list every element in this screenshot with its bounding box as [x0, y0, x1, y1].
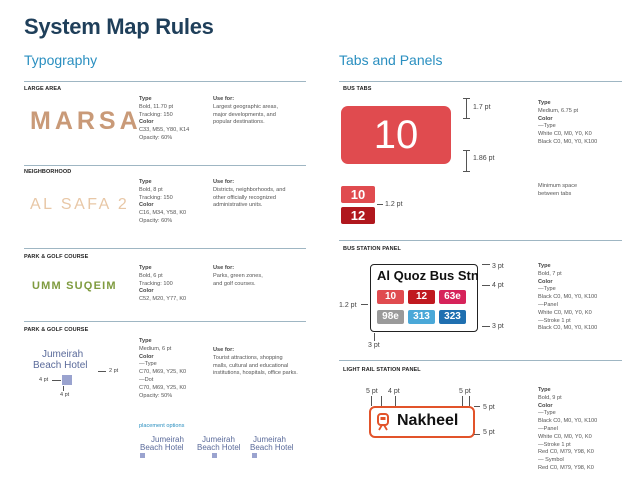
spec-line: Black C0, M0, Y0, K100 [538, 138, 598, 145]
divider [339, 360, 622, 361]
spec-line: Medium, 6.75 pt [538, 107, 579, 114]
min-space-note [538, 183, 628, 199]
spec-line: Tracking: 150 [139, 194, 173, 201]
placement-line1: Jumeirah [253, 435, 286, 444]
bus-station-panel [370, 264, 478, 332]
dim-4pt: 4 pt [388, 388, 400, 395]
typography-heading: Typography [24, 52, 98, 68]
dim-1-86pt: 1.86 pt [473, 155, 495, 162]
tram-icon [376, 413, 390, 431]
spec-line: —Stroke 1 pt [538, 317, 571, 324]
placement-option-3 [250, 436, 310, 452]
divider [24, 248, 306, 249]
spec-line: —Panel [538, 301, 558, 308]
spec-line: —Dot [139, 376, 154, 383]
color-head: Color [538, 402, 553, 409]
divider [24, 165, 306, 166]
color-head: Color [538, 278, 553, 285]
use-line: malls, cultural and educational [213, 362, 289, 369]
large-area-label: LARGE AREA [24, 86, 62, 92]
spec-line: Medium, 6 pt [139, 345, 172, 352]
neighborhood-label: NEIGHBORHOOD [24, 169, 72, 175]
spec-line: Tracking: 150 [139, 111, 173, 118]
spec-line: White C0, M0, Y0, K0 [538, 433, 592, 440]
marsa-sample: MARSA [30, 107, 142, 135]
spec-line: Bold, 9 pt [538, 394, 562, 401]
route-chip: 63e [439, 290, 466, 304]
type-head: Type [538, 387, 551, 393]
small-bus-tab-12: 12 [341, 207, 375, 224]
spec-line: Opacity: 50% [139, 392, 173, 399]
dim-tick [482, 264, 490, 265]
dim-4pt-right: 4 pt [492, 282, 504, 289]
large-area-spec [139, 96, 209, 143]
dim-tick [482, 326, 490, 327]
use-line: Tourist attractions, shopping [213, 354, 283, 361]
color-head: Color [139, 202, 154, 209]
dim-2pt: 2 pt [109, 368, 119, 374]
dim-4pt-b: 4 pt [60, 392, 70, 398]
placement-line1: Jumeirah [151, 435, 184, 444]
attraction-use [213, 347, 313, 378]
dim-5pt-left: 5 pt [366, 388, 378, 395]
use-head: Use for: [213, 96, 235, 102]
light-rail-panel-label: LIGHT RAIL STATION PANEL [343, 367, 421, 373]
divider [24, 321, 306, 322]
use-head: Use for: [213, 347, 235, 353]
color-head: Color [139, 288, 154, 295]
dim-3pt-top: 3 pt [492, 263, 504, 270]
spec-line: C70, M69, Y25, K0 [139, 384, 187, 391]
placement-line2: Beach Hotel [197, 443, 241, 452]
spec-line: Black C0, M0, Y0, K100 [538, 325, 598, 332]
spec-line: Black C0, M0, Y0, K100 [538, 418, 598, 425]
park-spec [139, 265, 209, 304]
bus-station-panel-label: BUS STATION PANEL [343, 246, 401, 252]
dim-5pt-bottom: 5 pt [483, 429, 495, 436]
divider [24, 81, 306, 82]
dim-tick [381, 396, 382, 406]
dim-tick [463, 118, 470, 119]
note-line: Minimum space [538, 183, 578, 189]
color-head: Color [139, 119, 154, 126]
use-line: other officially recognized [213, 194, 277, 201]
dim-tick [98, 371, 106, 372]
dim-line [466, 98, 467, 119]
spec-line: —Type [538, 123, 556, 130]
neighborhood-use [213, 179, 308, 210]
attraction-spec [139, 338, 211, 400]
bus-tabs-spec [538, 100, 628, 147]
spec-line: Bold, 7 pt [538, 270, 562, 277]
spec-line: Bold, 11.70 pt [139, 103, 174, 110]
dim-1-7pt: 1.7 pt [473, 104, 491, 111]
spec-line: —Stroke 1 pt [538, 441, 571, 448]
spec-line: —Type [139, 361, 157, 368]
type-head: Type [139, 265, 152, 271]
attraction-dot [212, 453, 217, 458]
dim-tick [395, 396, 396, 406]
dim-tick [463, 98, 470, 99]
spec-line: C52, M20, Y77, K0 [139, 296, 187, 303]
attraction-dot [140, 453, 145, 458]
dim-tick [374, 333, 375, 341]
spec-line: Red C0, M79, Y98, K0 [538, 449, 594, 456]
attraction-label: PARK & GOLF COURSE [24, 327, 89, 333]
placement-options-label: placement options [139, 423, 185, 429]
spec-line: White C0, M0, Y0, K0 [538, 131, 592, 138]
type-head: Type [538, 100, 551, 106]
spec-line: C70, M69, Y25, K0 [139, 369, 187, 376]
divider [339, 81, 622, 82]
route-chip: 98e [377, 310, 404, 324]
park-use [213, 265, 308, 288]
placement-line2: Beach Hotel [140, 443, 184, 452]
dim-tick [52, 380, 61, 381]
dim-tick [474, 406, 480, 407]
dim-tick [377, 204, 383, 205]
dim-tick [482, 285, 490, 286]
placement-option-1 [140, 436, 200, 452]
spec-line: Bold, 8 pt [139, 186, 163, 193]
use-line: institutions, hospitals, office parks. [213, 370, 298, 377]
divider [339, 240, 622, 241]
dim-tick [361, 304, 368, 305]
spec-line: —Type [538, 410, 556, 417]
small-bus-tab-10: 10 [341, 186, 375, 203]
use-line: administrative units. [213, 202, 263, 209]
color-head: Color [139, 353, 154, 360]
spec-line: Opacity: 60% [139, 217, 173, 224]
large-area-use [213, 96, 308, 127]
tabs-panels-heading: Tabs and Panels [339, 52, 443, 68]
light-rail-station-name: Nakheel [397, 412, 459, 429]
umm-suqeim-sample: UMM SUQEIM [32, 280, 117, 292]
route-chip: 313 [408, 310, 435, 324]
light-rail-panel [369, 406, 475, 438]
neighborhood-spec [139, 179, 209, 226]
dim-tick [474, 434, 480, 435]
big-bus-tab: 10 [341, 106, 451, 164]
spec-line: C33, M55, Y80, K14 [139, 127, 190, 134]
spec-line: —Panel [538, 425, 558, 432]
bus-station-name: Al Quoz Bus Stn [377, 268, 479, 283]
use-line: major developments, and [213, 111, 276, 118]
attraction-dot [62, 375, 72, 385]
route-chip: 12 [408, 290, 435, 304]
route-chip: 323 [439, 310, 466, 324]
use-line: and golf courses. [213, 280, 256, 287]
dim-4pt-a: 4 pt [39, 377, 49, 383]
dim-tick [463, 150, 470, 151]
attraction-dot [252, 453, 257, 458]
use-line: Parks, green zones, [213, 272, 263, 279]
type-head: Type [139, 96, 152, 102]
color-head: Color [538, 115, 553, 122]
use-line: popular destinations. [213, 119, 265, 126]
spec-line: Bold, 6 pt [139, 272, 163, 279]
dim-5pt-top: 5 pt [483, 404, 495, 411]
bus-tabs-label: BUS TABS [343, 86, 372, 92]
type-head: Type [139, 338, 152, 344]
spec-line: Black C0, M0, Y0, K100 [538, 294, 598, 301]
jumeirah-line2: Beach Hotel [33, 360, 88, 371]
park-label: PARK & GOLF COURSE [24, 254, 89, 260]
dim-1-2pt-left: 1.2 pt [339, 302, 357, 309]
route-chip: 10 [377, 290, 404, 304]
spec-line: — Symbol [538, 457, 564, 464]
jumeirah-line1: Jumeirah [42, 349, 84, 360]
dim-line [466, 150, 467, 172]
dim-3pt-right: 3 pt [492, 323, 504, 330]
bus-station-spec [538, 263, 633, 333]
dim-3pt-bottom: 3 pt [368, 342, 380, 349]
spec-line: C16, M34, Y58, K0 [139, 210, 187, 217]
dim-5pt-right: 5 pt [459, 388, 471, 395]
use-line: Districts, neighborhoods, and [213, 186, 286, 193]
placement-option-2 [197, 436, 257, 452]
dim-tick [463, 171, 470, 172]
use-line: Largest geographic areas, [213, 103, 278, 110]
spec-line: Red C0, M79, Y98, K0 [538, 464, 594, 471]
spec-line: White C0, M0, Y0, K0 [538, 309, 592, 316]
note-line: between tabs [538, 190, 572, 197]
light-rail-spec [538, 387, 633, 473]
use-head: Use for: [213, 179, 235, 185]
al-safa-sample: AL SAFA 2 [30, 196, 130, 213]
spec-line: Tracking: 100 [139, 280, 173, 287]
dim-1-2pt: 1.2 pt [385, 201, 403, 208]
use-head: Use for: [213, 265, 235, 271]
spec-line: —Type [538, 286, 556, 293]
dim-tick [462, 396, 463, 406]
type-head: Type [139, 179, 152, 185]
spec-line: Opacity: 60% [139, 134, 173, 141]
placement-line2: Beach Hotel [250, 443, 294, 452]
placement-line1: Jumeirah [202, 435, 235, 444]
page-title: System Map Rules [24, 14, 214, 39]
type-head: Type [538, 263, 551, 269]
dim-tick [63, 386, 64, 391]
dim-tick [469, 396, 470, 406]
dim-tick [371, 396, 372, 406]
